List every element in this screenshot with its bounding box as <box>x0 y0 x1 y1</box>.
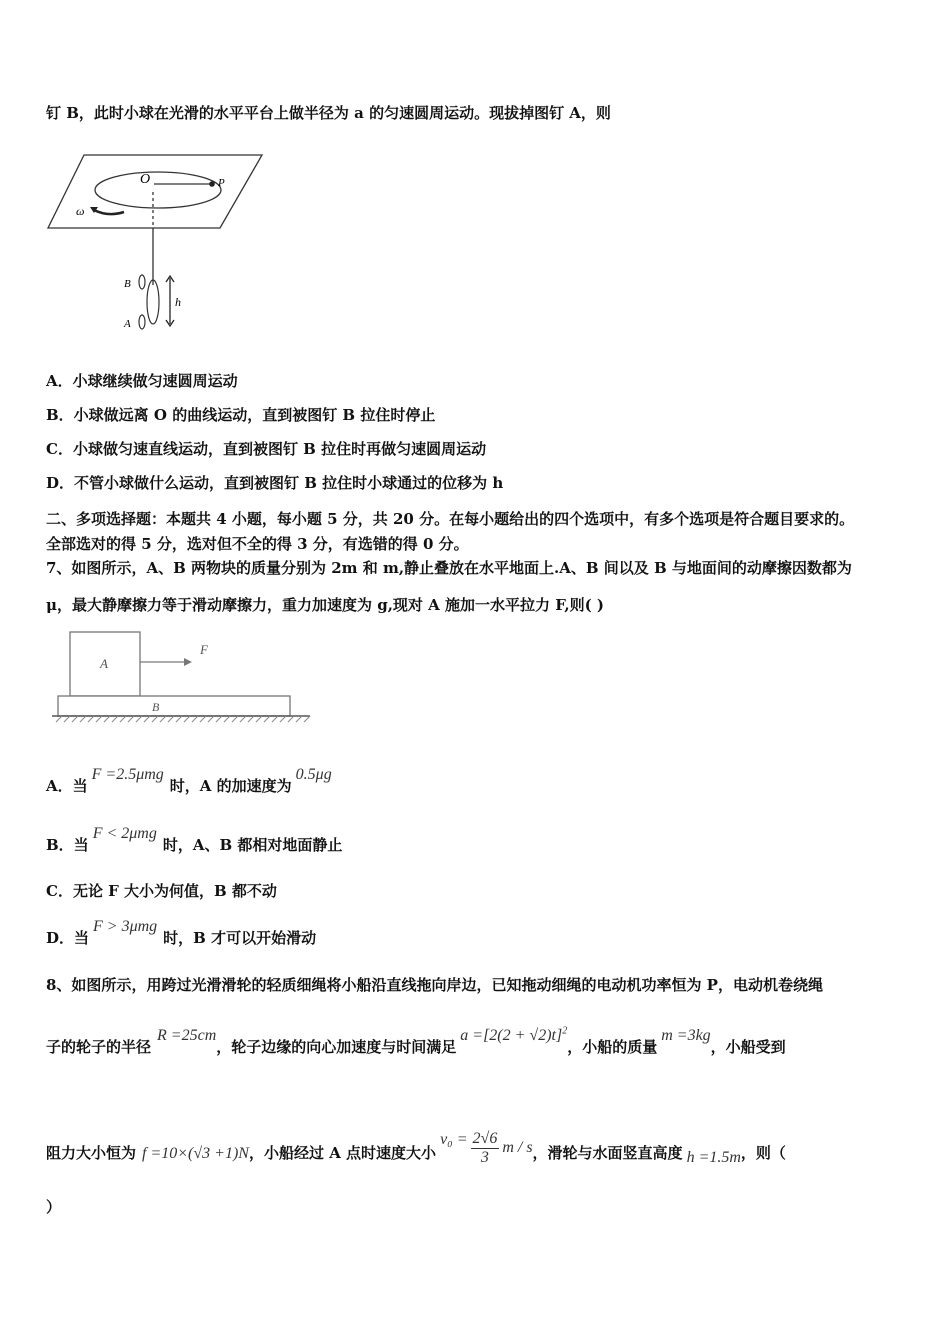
intro-line: 钉 B，此时小球在光滑的水平平台上做半径为 a 的匀速圆周运动。现拔掉图钉 A，则 <box>46 104 611 122</box>
q7-option-c: C．无论 F 大小为何值，B 都不动 <box>46 882 277 900</box>
q8-velocity-num: 2√6 <box>472 1130 498 1147</box>
q8-l3-text3: ，滑轮与水面竖直高度 <box>532 1144 683 1163</box>
q8-l2-text2: ，轮子边缘的向心加速度与时间满足 <box>216 1038 457 1056</box>
q7-a-prefix: A．当 <box>46 777 88 795</box>
q7-d-suffix: 时，B 才可以开始滑动 <box>163 929 317 947</box>
label-force-f: F <box>200 642 208 657</box>
q8-accel-base: a =[2(2 + √2)t] <box>460 1027 563 1044</box>
q8-velocity-lhs: v₀ = <box>440 1131 468 1149</box>
q8-velocity-formula <box>440 1130 532 1167</box>
q7-b-suffix: 时，A、B 都相对地面静止 <box>162 836 343 854</box>
q8-stem-line3 <box>46 1130 786 1173</box>
q8-close-paren: ） <box>46 1198 62 1216</box>
label-block-a: A <box>100 656 108 671</box>
q7-a-mid: 时，A 的加速度为 <box>169 777 292 795</box>
q7-stem-line2: μ，最大静摩擦力等于滑动摩擦力，重力加速度为 g,现对 A 施加一水平拉力 F,则( ) <box>46 596 604 614</box>
q6-option-c: C．小球做匀速直线运动，直到被图钉 B 拉住时再做匀速圆周运动 <box>46 440 487 458</box>
q7-b-formula: F < 2μmg <box>92 825 157 842</box>
q6-option-b: B．小球做远离 O 的曲线运动，直到被图钉 B 拉住时停止 <box>46 406 436 424</box>
q8-l2-text4: ，小船受到 <box>710 1038 786 1056</box>
q8-stem-line2 <box>46 1025 786 1057</box>
q7-option-a <box>46 766 332 796</box>
section2-heading-line1: 二、多项选择题：本题共 4 小题，每小题 5 分，共 20 分。在每小题给出的四个选项中，有多个选项是符合题目要求的。 <box>46 510 855 528</box>
q8-accel-formula <box>460 1027 567 1044</box>
figure-blocks <box>50 628 315 728</box>
q8-height-formula: h =1.5m <box>686 1149 741 1167</box>
q7-option-d <box>46 918 317 948</box>
q7-b-prefix: B．当 <box>46 836 89 854</box>
label-block-b: B <box>152 700 160 714</box>
section2-heading-line2: 全部选对的得 5 分，选对但不全的得 3 分，有选错的得 0 分。 <box>46 535 469 553</box>
q7-option-b <box>46 825 343 855</box>
q8-l2-text1: 子的轮子的半径 <box>46 1038 152 1056</box>
q8-l3-text2: ，小船经过 A 点时速度大小 <box>248 1144 437 1163</box>
q8-velocity-unit: m / s <box>502 1139 533 1157</box>
q6-option-d: D．不管小球做什么运动，直到被图钉 B 拉住时小球通过的位移为 h <box>46 474 504 492</box>
q8-l2-text3: ，小船的质量 <box>567 1038 658 1056</box>
label-p: P <box>218 177 225 189</box>
q8-mass-formula: m =3kg <box>661 1027 711 1044</box>
block-b <box>58 696 290 716</box>
pin-b <box>139 275 145 289</box>
q7-a-formula2: 0.5μg <box>295 766 332 783</box>
q7-stem-line1: 7、如图所示，A、B 两物块的质量分别为 2m 和 m,静止叠放在水平地面上.A、B 间以及 B 与地面间的动摩擦因数都为 <box>46 559 852 577</box>
q7-a-formula: F =2.5μmg <box>91 766 164 783</box>
label-b: B <box>124 278 131 290</box>
label-a: A <box>124 318 131 330</box>
q8-radius-formula: R =25cm <box>157 1027 217 1044</box>
pin-a <box>139 315 145 329</box>
q8-stem-line1: 8、如图所示，用跨过光滑滑轮的轻质细绳将小船沿直线拖向岸边，已知拖动细绳的电动机功率恒为 P，电动机卷绕绳 <box>46 976 823 994</box>
ball-p <box>209 181 215 187</box>
label-h: h <box>175 295 181 309</box>
figure-platform <box>46 150 276 335</box>
label-omega: ω <box>76 204 85 218</box>
q8-velocity-den: 3 <box>480 1149 489 1166</box>
q8-l3-text1: 阻力大小恒为 <box>46 1144 137 1163</box>
label-o: O <box>140 172 151 187</box>
q8-l3-text4: ，则（ <box>740 1144 786 1163</box>
q8-friction-formula: f =10×(√3 +1)N <box>142 1145 249 1163</box>
q6-option-a: A．小球继续做匀速圆周运动 <box>46 372 238 390</box>
q8-accel-exp: 2 <box>562 1025 568 1037</box>
q7-d-prefix: D．当 <box>46 929 90 947</box>
q7-d-formula: F > 3μmg <box>93 918 158 935</box>
